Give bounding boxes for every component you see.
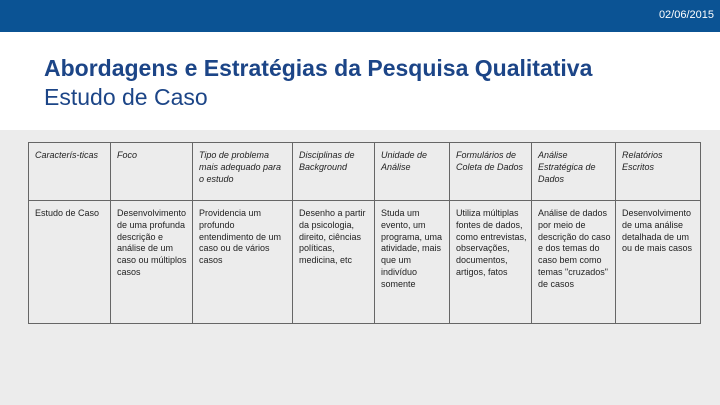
table-header-row (29, 143, 701, 201)
header-cell-unidade-de-analise: Unidade de Análise (375, 143, 450, 201)
slide-date: 02/06/2015 (658, 9, 714, 21)
table-cell: Análise de dados por meio de descrição do caso e dos temas do caso bem como temas "cruzados" de casos (532, 201, 616, 324)
table-panel (0, 130, 720, 405)
table-cell: Desenho a partir da psicologia, direito, ciências políticas, medicina, etc (293, 201, 375, 324)
comparison-table (28, 142, 701, 324)
header-cell-analise-estrategica: Análise Estratégica de Dados (532, 143, 616, 201)
table-cell: Desenvolvimento de uma profunda descrição e análise de um caso ou múltiplos casos (111, 201, 193, 324)
header-cell-disciplinas: Disciplinas de Background (293, 143, 375, 201)
table-cell: Estudo de Caso (29, 201, 111, 324)
header-bar (0, 0, 720, 32)
table-cell: Providencia um profundo entendimento de um caso ou de vários casos (193, 201, 293, 324)
slide-title: Abordagens e Estratégias da Pesquisa Qualitativa (44, 55, 593, 81)
table-cell: Utiliza múltiplas fontes de dados, como entrevistas, observações, documentos, artigos, fatos (450, 201, 532, 324)
table-cell: Studa um evento, um programa, uma atividade, mais que um indivíduo somente (375, 201, 450, 324)
header-cell-foco: Foco (111, 143, 193, 201)
title-block (44, 54, 592, 112)
header-cell-relatorios: Relatórios Escritos (616, 143, 701, 201)
header-cell-caracteristicas: Caracterís-ticas (29, 143, 111, 201)
header-cell-formularios: Formulários de Coleta de Dados (450, 143, 532, 201)
table-row (29, 201, 701, 324)
header-cell-tipo-de-problema: Tipo de problema mais adequado para o estudo (193, 143, 293, 201)
table-cell: Desenvolvimento de uma análise detalhada de um ou de mais casos (616, 201, 701, 324)
slide-subtitle: Estudo de Caso (44, 84, 208, 110)
